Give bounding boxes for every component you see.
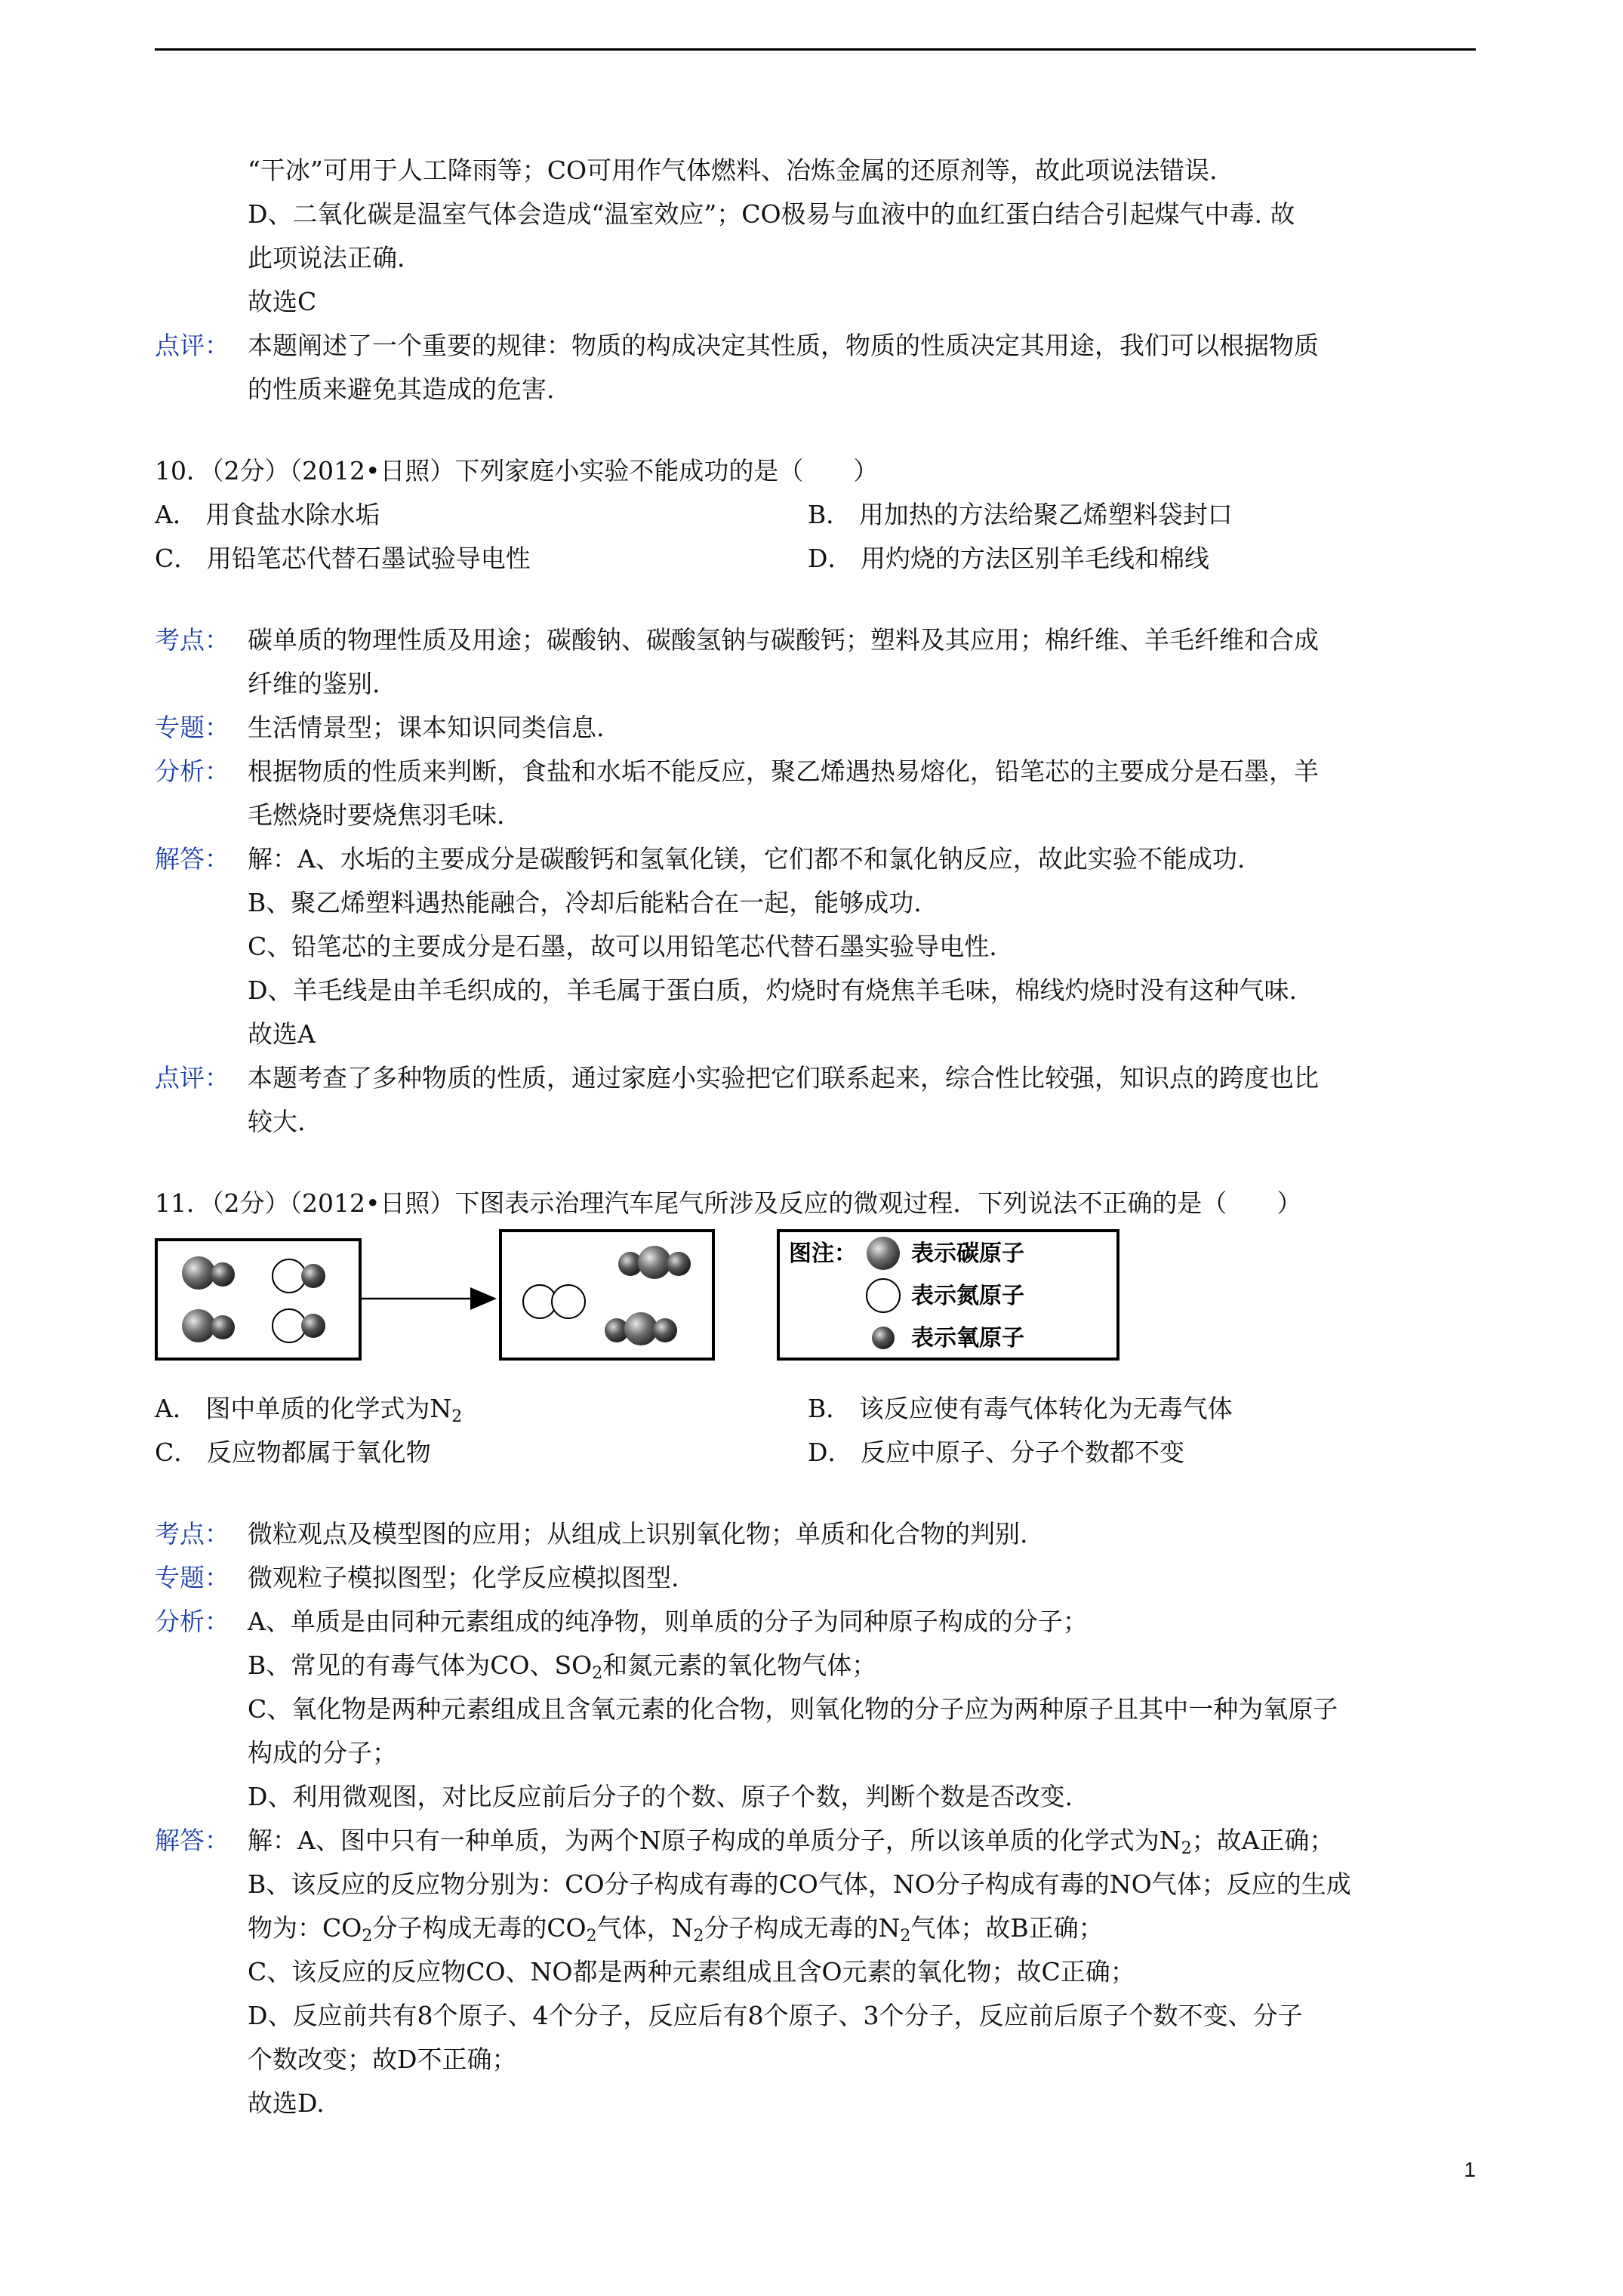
text-line: B、常见的有毒气体为CO、$SO_2$和氮元素的氧化物气体；	[248, 1650, 877, 1683]
text-line: 生活情景型；课本知识同类信息.	[248, 713, 605, 742]
nitrogen-atom-icon	[867, 1279, 900, 1312]
text-line: B、该反应的反应物分别为：CO分子构成有毒的CO气体，NO分子构成有毒的NO气体；反应的生成	[248, 1869, 1351, 1899]
text-line: 微粒观点及模型图的应用；从组成上识别氧化物；单质和化合物的判别.	[248, 1519, 1028, 1549]
n2-molecule	[523, 1285, 585, 1318]
text-line: 纤维的鉴别.	[248, 669, 380, 698]
text-line: D、二氧化碳是温室气体会造成“温室效应”；CO极易与血液中的血红蛋白结合引起煤气中毒. 故	[248, 199, 1295, 229]
text-line: A、单质是由同种元素组成的纯净物，则单质的分子为同种原子构成的分子；	[248, 1607, 1088, 1636]
legend-nitrogen: 表示氮原子	[911, 1284, 1024, 1308]
text-line: 本题阐述了一个重要的规律：物质的构成决定其性质，物质的性质决定其用途，我们可以根据物质	[248, 331, 1319, 360]
jieda-label: 解答：	[155, 844, 229, 874]
text-line: 根据物质的性质来判断，食盐和水垢不能反应，聚乙烯遇热易熔化，铅笔芯的主要成分是石墨，羊	[248, 757, 1319, 786]
text-line: D、反应前共有8个原子、4个分子，反应后有8个原子、3个分子，反应前后原子个数不变、分子	[248, 2001, 1303, 2030]
reaction-diagram	[155, 1229, 1121, 1388]
fenxi-label: 分析：	[155, 1607, 229, 1636]
text-line: C、氧化物是两种元素组成且含氧元素的化合物，则氧化物的分子应为两种原子且其中一种为氧原子	[248, 1694, 1338, 1724]
zhuanti-label: 专题：	[155, 713, 229, 742]
text-line: 故选A	[248, 1019, 316, 1049]
text-line: 的性质来避免其造成的危害.	[248, 374, 555, 404]
text-line: 较大.	[248, 1107, 306, 1136]
co-molecule	[182, 1309, 235, 1342]
no-molecule	[273, 1259, 325, 1293]
text-line: 构成的分子；	[248, 1738, 397, 1767]
text-line: D、羊毛线是由羊毛织成的，羊毛属于蛋白质，灼烧时有烧焦羊毛味，棉线灼烧时没有这种气味.	[248, 975, 1297, 1005]
option-b: B． 用加热的方法给聚乙烯塑料袋封口	[808, 500, 1233, 529]
zhuanti-label: 专题：	[155, 1563, 229, 1592]
co-molecule	[182, 1256, 235, 1290]
text-line: 碳单质的物理性质及用途；碳酸钠、碳酸氢钠与碳酸钙；塑料及其应用；棉纤维、羊毛纤维和合成	[248, 625, 1319, 655]
text-line: C、铅笔芯的主要成分是石墨，故可以用铅笔芯代替石墨实验导电性.	[248, 932, 997, 961]
carbon-atom-icon	[867, 1237, 900, 1270]
text-line: 微观粒子模拟图型；化学反应模拟图型.	[248, 1563, 679, 1592]
kaodian-label: 考点：	[155, 625, 229, 655]
reactant-box	[156, 1240, 360, 1359]
text-line: 故选D.	[248, 2088, 325, 2118]
text-line: “干冰”可用于人工降雨等；CO可用作气体燃料、冶炼金属的还原剂等，故此项说法错误.	[248, 156, 1218, 185]
text-line: 解：A、图中只有一种单质，为两个N原子构成的单质分子，所以该单质的化学式为$N_2$；故A正确；	[248, 1826, 1335, 1858]
option-b: B． 该反应使有毒气体转化为无毒气体	[808, 1394, 1233, 1423]
text-line: 故选C	[248, 287, 317, 316]
option-c: C． 反应物都属于氧化物	[155, 1438, 431, 1467]
question-stem: 10．（2分）（2012•日照）下列家庭小实验不能成功的是（ ）	[155, 456, 879, 485]
legend-title: 图注：	[789, 1241, 857, 1266]
text-line: 个数改变；故D不正确；	[248, 2045, 517, 2074]
legend-oxygen: 表示氧原子	[911, 1326, 1024, 1351]
text-line: B、聚乙烯塑料遇热能融合，冷却后能粘合在一起，能够成功.	[248, 888, 922, 917]
option-a: A． 用食盐水除水垢	[155, 500, 380, 529]
kaodian-label: 考点：	[155, 1519, 229, 1549]
jieda-label: 解答：	[155, 1826, 229, 1855]
option-d: D． 用灼烧的方法区别羊毛线和棉线	[808, 544, 1209, 573]
header-rule	[155, 48, 1476, 51]
oxygen-atom-icon	[872, 1327, 895, 1349]
review-label: 点评：	[155, 331, 229, 360]
dianping-label: 点评：	[155, 1063, 229, 1093]
text-line: C、该反应的反应物CO、NO都是两种元素组成且含O元素的氧化物；故C正确；	[248, 1957, 1135, 1986]
page-number: 1	[1464, 2158, 1476, 2181]
text-line: D、利用微观图，对比反应前后分子的个数、原子个数，判断个数是否改变.	[248, 1782, 1073, 1811]
text-line: 解：A、水垢的主要成分是碳酸钙和氢氧化镁，它们都不和氯化钠反应，故此实验不能成功.	[248, 844, 1246, 874]
legend-carbon: 表示碳原子	[911, 1241, 1024, 1266]
option-c: C． 用铅笔芯代替石墨试验导电性	[155, 544, 531, 573]
co2-molecule	[618, 1246, 691, 1279]
no-molecule	[273, 1309, 325, 1342]
text-line: 此项说法正确.	[248, 243, 405, 273]
fenxi-label: 分析：	[155, 757, 229, 786]
option-a: A． 图中单质的化学式为$N_2$	[155, 1394, 463, 1426]
text-line: 本题考查了多种物质的性质，通过家庭小实验把它们联系起来，综合性比较强，知识点的跨度也比	[248, 1063, 1319, 1093]
co2-molecule	[605, 1312, 677, 1345]
text-line: 毛燃烧时要烧焦羽毛味.	[248, 800, 505, 830]
option-d: D． 反应中原子、分子个数都不变	[808, 1438, 1184, 1467]
text-line: 物为：$CO_2$分子构成无毒的$CO_2$气体，$N_2$分子构成无毒的$N_2$气体；故B正确；	[248, 1913, 1104, 1946]
question-stem: 11．（2分）（2012•日照）下图表示治理汽车尾气所涉及反应的微观过程．下列说法不正确的是（ ）	[155, 1188, 1302, 1218]
